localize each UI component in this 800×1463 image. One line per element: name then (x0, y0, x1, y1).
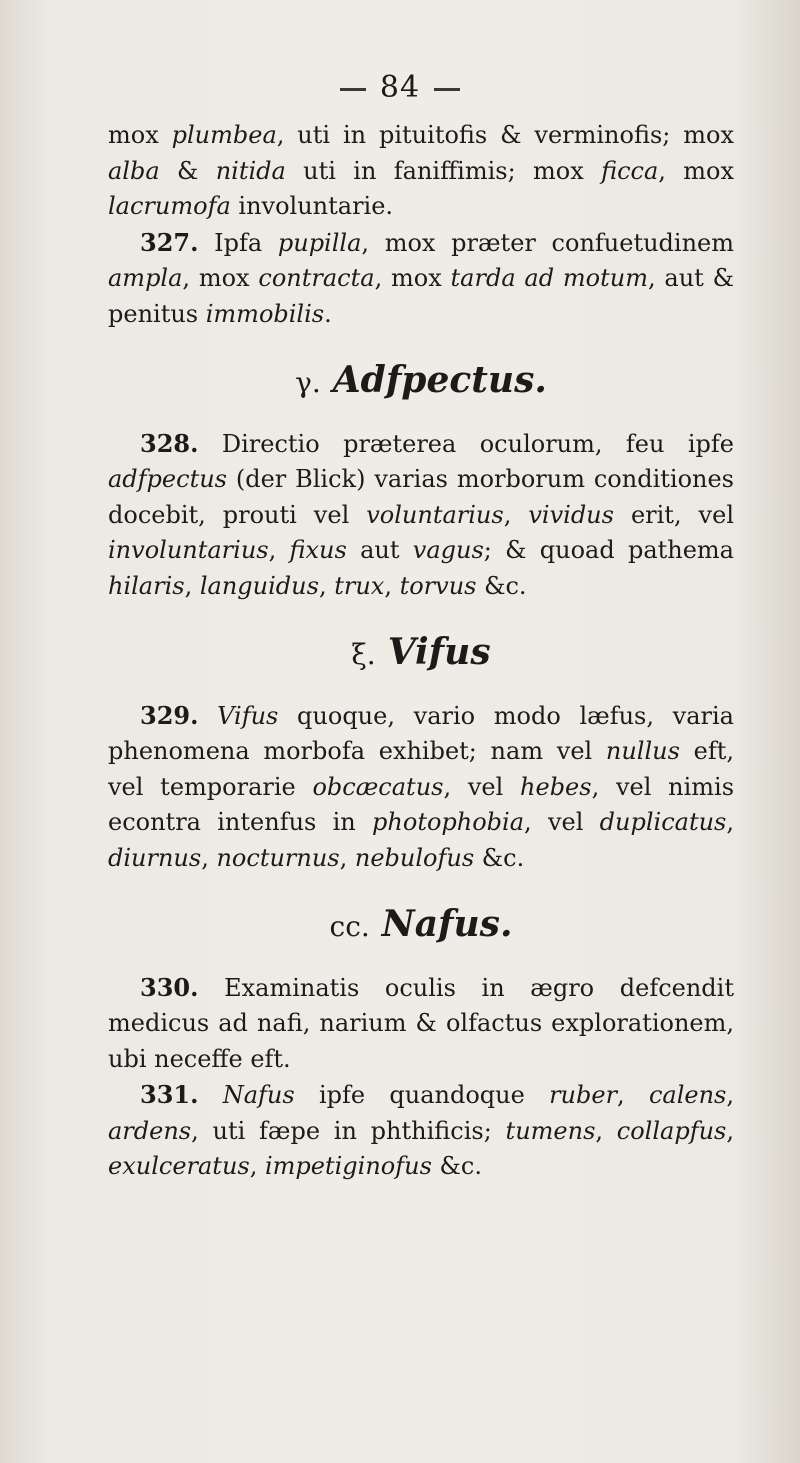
text-run: , mox (658, 156, 734, 185)
text-run: aut (346, 536, 413, 565)
header-dash-left (340, 88, 366, 91)
section-title: Vifus (387, 630, 491, 673)
italic-term: photophobia (372, 808, 525, 837)
section-heading (108, 899, 734, 952)
text-run: , aut & penitus (108, 264, 734, 328)
italic-term: fixus (289, 536, 347, 565)
header-dash-right (434, 88, 460, 91)
paragraph-number: 329. (140, 700, 199, 730)
text-run: , (318, 571, 335, 600)
text-run: , vel nimis econtra intenfus in (108, 772, 735, 837)
text-run: , (617, 1081, 649, 1110)
italic-term: collapfus (616, 1116, 727, 1145)
italic-term: adfpectus (108, 465, 227, 494)
italic-term: exulceratus (108, 1152, 250, 1181)
paragraph-number: 330. (140, 972, 199, 1002)
section-heading (108, 627, 734, 680)
body-text (108, 118, 734, 1185)
paragraph (108, 1077, 734, 1185)
text-run: , (268, 536, 290, 565)
italic-term: vividus (528, 500, 614, 529)
text-run: , mox (182, 264, 259, 293)
section-letter: ξ. (351, 637, 376, 671)
italic-term: trux (334, 571, 385, 600)
italic-term: hebes (520, 772, 592, 801)
text-run: , mox præter confuetudinem (361, 228, 735, 257)
paragraph (108, 970, 734, 1078)
text-run (198, 702, 217, 730)
italic-term: vagus (412, 536, 484, 565)
italic-term: languidus (199, 571, 319, 600)
page-header (0, 70, 800, 105)
italic-term: obcæcatus (312, 772, 444, 801)
paragraph-number: 327. (140, 227, 199, 257)
italic-term: hilaris (108, 571, 185, 600)
italic-term: alba (108, 156, 160, 185)
italic-term: torvus (399, 571, 477, 600)
text-run: , (726, 1116, 734, 1145)
italic-term: ruber (549, 1081, 618, 1110)
text-run: eft, vel temporarie (108, 737, 734, 801)
italic-term: nitida (215, 156, 286, 185)
italic-term: involuntarius (108, 536, 269, 565)
text-run: , (201, 843, 217, 872)
paragraph (108, 225, 734, 333)
italic-term: plumbea (171, 121, 277, 149)
text-run: ; & quoad pathema (483, 536, 734, 565)
text-run: , (384, 571, 400, 600)
text-run: uti in faniffimis; mox (285, 156, 602, 185)
text-run: , (339, 843, 355, 872)
italic-term: ardens (108, 1116, 192, 1145)
text-run: Directio præterea oculorum, feu ipfe (198, 429, 734, 458)
text-run: &c. (474, 843, 525, 872)
text-run: , vel (524, 808, 600, 837)
italic-term: immobilis (205, 299, 325, 328)
section-letter: cc. (329, 909, 370, 943)
paragraph (108, 426, 734, 605)
text-run (198, 1081, 222, 1109)
text-run: involuntarie. (230, 192, 394, 221)
text-run: ipfe quandoque (294, 1081, 550, 1110)
section-title: Adfpectus. (332, 358, 547, 401)
text-run: , (249, 1152, 265, 1181)
text-run: , (595, 1116, 617, 1145)
text-run: , (184, 571, 200, 600)
text-run: &c. (431, 1152, 482, 1181)
italic-term: contracta (258, 264, 375, 293)
text-run: & (159, 156, 216, 185)
text-run: mox (108, 121, 172, 149)
section-letter: γ. (295, 365, 321, 399)
text-run: , (726, 808, 734, 837)
section-title: Nafus. (381, 902, 513, 945)
italic-term: calens (648, 1081, 727, 1110)
text-run: quoque, vario modo læfus, varia phenomena morbofa exhibet; nam vel (108, 701, 734, 766)
text-run: , (503, 500, 529, 529)
page-number: 84 (379, 70, 421, 105)
italic-term: impetiginofus (264, 1152, 432, 1181)
text-run: . (324, 299, 332, 328)
text-run: , vel (443, 772, 521, 801)
italic-term: nullus (605, 737, 680, 766)
text-run: , uti fæpe in phthificis; (191, 1116, 506, 1145)
italic-term: Vifus (217, 701, 279, 730)
text-run: , (726, 1081, 734, 1110)
italic-term: duplicatus (599, 808, 727, 837)
italic-term: diurnus (108, 843, 202, 872)
italic-term: pupilla (277, 228, 362, 257)
text-run: Ipfa (198, 228, 278, 257)
text-run: Examinatis oculis in ægro defcendit medicus ad nafi, narium & olfactus explorationem, ubi neceffe eft. (108, 973, 734, 1073)
paragraph (108, 698, 734, 877)
text-run: &c. (476, 571, 527, 600)
italic-term: voluntarius (366, 500, 504, 529)
text-run: , mox (374, 264, 451, 293)
italic-term: ampla (108, 264, 183, 293)
italic-term: Nafus (222, 1081, 295, 1110)
italic-term: tumens (505, 1116, 596, 1145)
italic-term: ficca (601, 156, 659, 185)
italic-term: tarda ad motum (450, 264, 648, 293)
italic-term: nebulofus (354, 843, 475, 872)
italic-term: lacrumofa (108, 192, 231, 221)
paragraph-number: 331. (140, 1080, 199, 1110)
paragraph (108, 118, 734, 225)
paragraph-number: 328. (140, 428, 199, 458)
italic-term: nocturnus (216, 843, 340, 872)
section-heading (108, 355, 734, 408)
text-run: (der Blick) varias morborum conditiones docebit, prouti vel (108, 465, 734, 529)
text-run: , uti in pituitofis & verminofis; mox (276, 121, 734, 149)
text-run: erit, vel (613, 500, 734, 529)
